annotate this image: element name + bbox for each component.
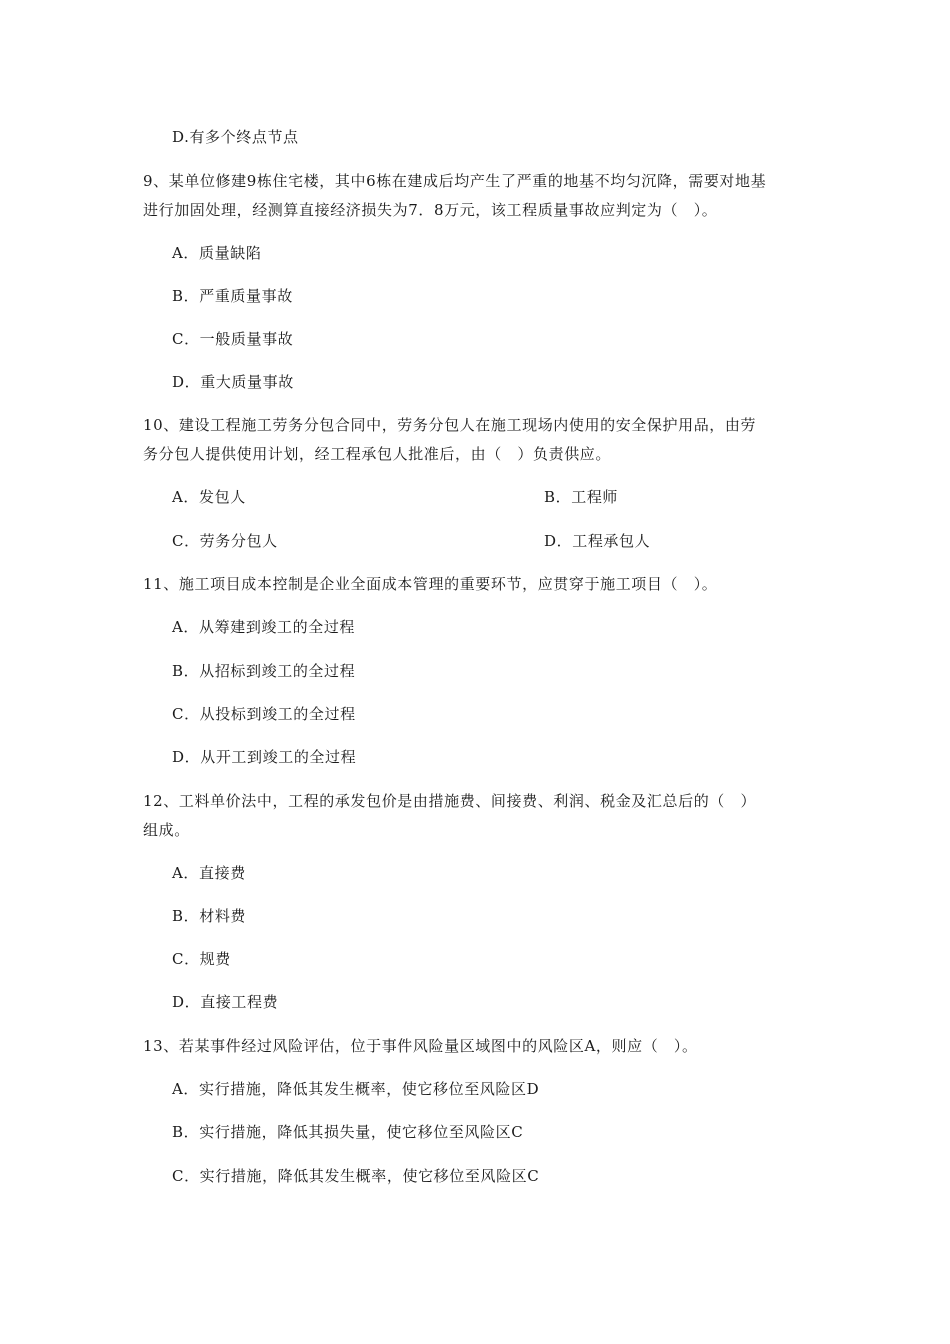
q13-option-a: A．实行措施，降低其发生概率，使它移位至风险区D (172, 1080, 540, 1098)
q12-stem-line-1: 12、工料单价法中，工程的承发包价是由措施费、间接费、利润、税金及汇总后的（ ） (143, 792, 757, 810)
q12-stem-line-2: 组成。 (143, 821, 190, 839)
q11-option-b: B．从招标到竣工的全过程 (172, 662, 356, 680)
q13-stem: 13、若某事件经过风险评估，位于事件风险量区域图中的风险区A，则应（ ）。 (143, 1037, 698, 1055)
q12-option-c: C．规费 (172, 950, 231, 968)
q10-stem-line-2: 务分包人提供使用计划，经工程承包人批准后，由（ ）负责供应。 (143, 445, 612, 463)
q11-option-a: A．从筹建到竣工的全过程 (172, 618, 356, 636)
q8-option-d: D.有多个终点节点 (172, 128, 299, 146)
q12-option-b: B．材料费 (172, 907, 247, 925)
q10-option-b: B．工程师 (544, 488, 619, 506)
q9-stem-line-1: 9、某单位修建9栋住宅楼，其中6栋在建成后均产生了严重的地基不均匀沉降，需要对地基 (143, 172, 767, 190)
q11-option-d: D．从开工到竣工的全过程 (172, 748, 357, 766)
q10-option-d: D．工程承包人 (544, 532, 651, 550)
q10-stem-line-1: 10、建设工程施工劳务分包合同中，劳务分包人在施工现场内使用的安全保护用品，由劳 (143, 416, 757, 434)
q9-option-d: D．重大质量事故 (172, 373, 294, 391)
q12-option-d: D．直接工程费 (172, 993, 279, 1011)
q9-stem-line-2: 进行加固处理，经测算直接经济损失为7．8万元，该工程质量事故应判定为（ ）。 (143, 201, 718, 219)
q9-option-a: A．质量缺陷 (172, 244, 262, 262)
q11-option-c: C．从投标到竣工的全过程 (172, 705, 356, 723)
q11-stem: 11、施工项目成本控制是企业全面成本管理的重要环节，应贯穿于施工项目（ ）。 (143, 575, 718, 593)
q12-option-a: A．直接费 (172, 864, 246, 882)
q9-option-c: C．一般质量事故 (172, 330, 294, 348)
q9-option-b: B．严重质量事故 (172, 287, 293, 305)
q13-option-c: C．实行措施，降低其发生概率，使它移位至风险区C (172, 1167, 540, 1185)
q10-option-a: A．发包人 (172, 488, 246, 506)
q13-option-b: B．实行措施，降低其损失量，使它移位至风险区C (172, 1123, 524, 1141)
q10-option-c: C．劳务分包人 (172, 532, 278, 550)
